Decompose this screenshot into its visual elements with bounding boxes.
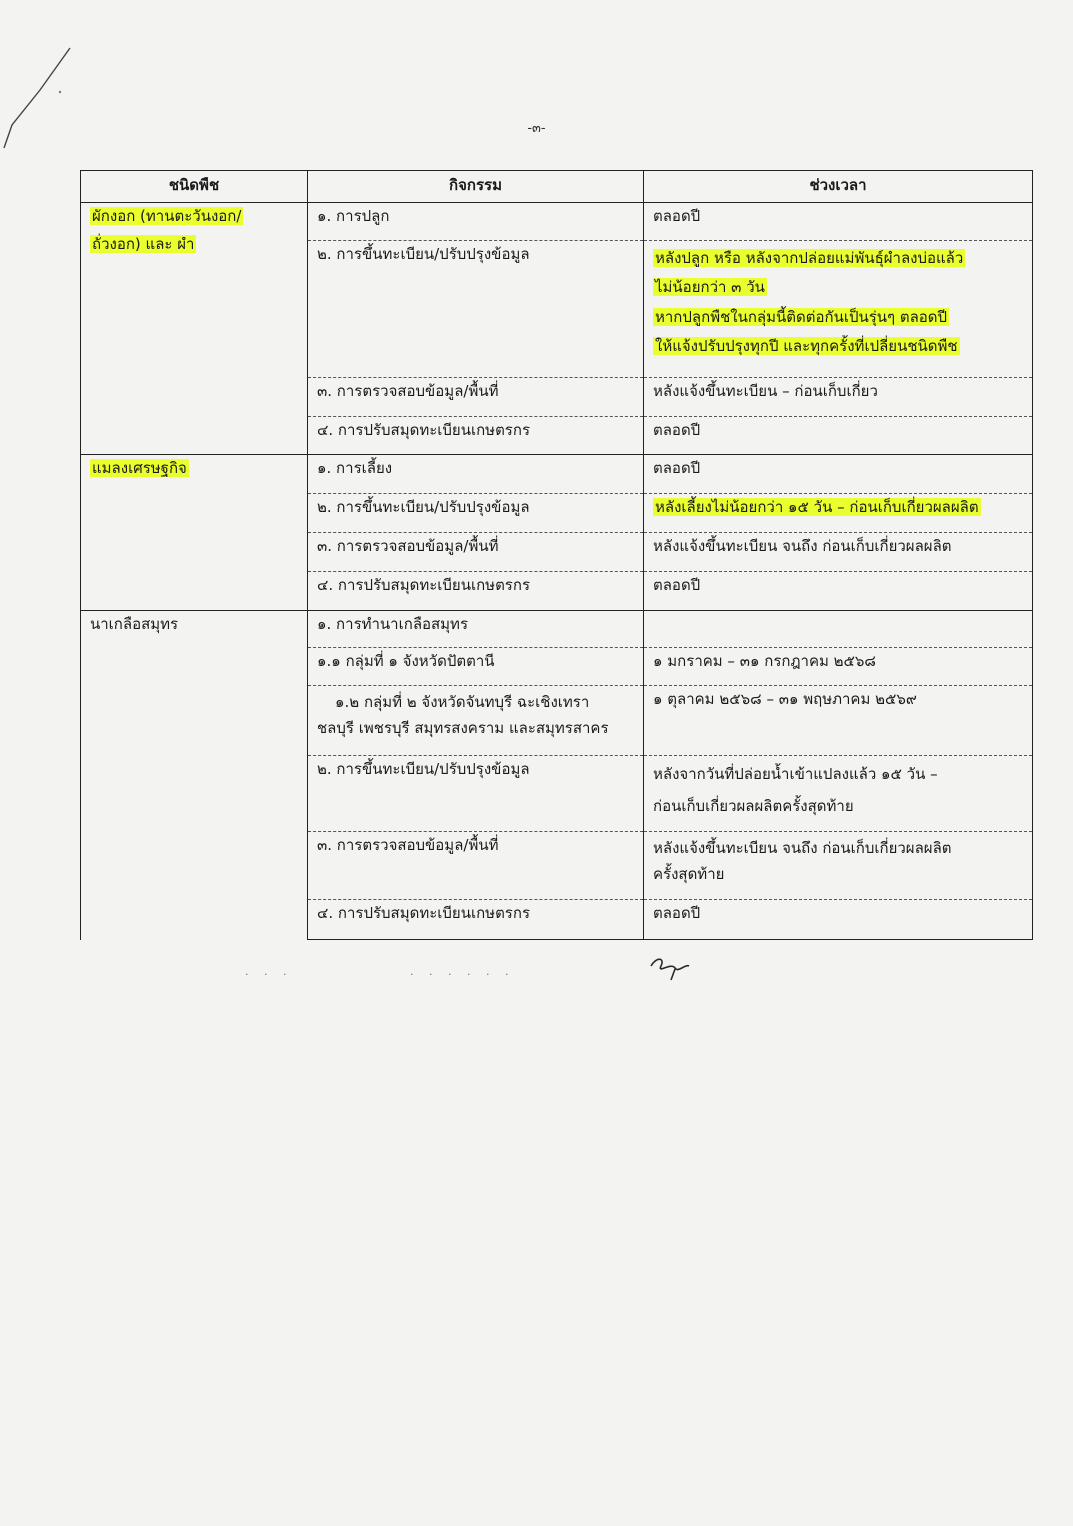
activity-cell — [308, 203, 644, 241]
period-cell — [644, 455, 1033, 494]
period-cell — [644, 611, 1033, 648]
period-text: ตลอดปี — [653, 459, 701, 477]
activity-text: ๑.๒ กลุ่มที่ ๒ จังหวัดจันทบุรี ฉะเชิงเทรา — [335, 693, 590, 711]
activity-text: ๓. การตรวจสอบข้อมูล/พื้นที่ — [317, 382, 499, 400]
period-text: หลังจากวันที่ปล่อยน้ำเข้าแปลงแล้ว ๑๕ วัน – — [653, 765, 938, 783]
period-text: หลังแจ้งขึ้นทะเบียน จนถึง ก่อนเก็บเกี่ยวผลผลิต — [653, 537, 952, 555]
header-period: ช่วงเวลา — [644, 171, 1033, 203]
period-cell — [644, 241, 1033, 378]
activity-cell — [308, 494, 644, 533]
period-cell — [644, 417, 1033, 455]
activity-cell — [308, 900, 644, 940]
activity-text: ๑.๑ กลุ่มที่ ๑ จังหวัดปัตตานี — [317, 652, 495, 670]
table-row — [81, 455, 1033, 494]
activity-cell — [308, 648, 644, 686]
table-row — [81, 611, 1033, 648]
period-cell — [644, 648, 1033, 686]
period-cell — [644, 378, 1033, 417]
header-crop-type: ชนิดพืช — [81, 171, 308, 203]
crop-cell-sprouts — [81, 203, 308, 455]
scan-dots: · · · — [245, 968, 293, 981]
activity-cell — [308, 378, 644, 417]
period-text: หากปลูกพืชในกลุ่มนี้ติดต่อกันเป็นรุ่นๆ ตลอดปี — [655, 307, 948, 326]
activity-text: ๓. การตรวจสอบข้อมูล/พื้นที่ — [317, 836, 499, 854]
schedule-table — [80, 170, 1033, 940]
activity-text: ๑. การทำนาเกลือสมุทร — [317, 615, 469, 633]
period-text: ตลอดปี — [653, 576, 701, 594]
crop-name-line: แมลงเศรษฐกิจ — [92, 459, 187, 477]
crop-name-line: ถั่วงอก) และ ผำ — [92, 234, 195, 253]
period-cell — [644, 686, 1033, 756]
activity-text: ๒. การขึ้นทะเบียน/ปรับปรุงข้อมูล — [317, 498, 530, 516]
activity-cell — [308, 611, 644, 648]
header-activity: กิจกรรม — [308, 171, 644, 203]
period-text: ตลอดปี — [653, 421, 701, 439]
signature-mark — [645, 952, 695, 982]
period-cell — [644, 832, 1033, 900]
period-text: ๑ มกราคม – ๓๑ กรกฎาคม ๒๕๖๘ — [653, 652, 876, 670]
activity-cell — [308, 241, 644, 378]
activity-text: ๒. การขึ้นทะเบียน/ปรับปรุงข้อมูล — [317, 760, 530, 778]
period-text: หลังปลูก หรือ หลังจากปล่อยแม่พันธุ์ผำลงบ่อแล้ว — [655, 249, 964, 267]
activity-text: ชลบุรี เพชรบุรี สมุทรสงคราม และสมุทรสาคร — [317, 719, 609, 738]
period-cell — [644, 572, 1033, 611]
activity-cell — [308, 756, 644, 832]
activity-cell — [308, 686, 644, 756]
activity-text: ๔. การปรับสมุดทะเบียนเกษตรกร — [317, 576, 531, 594]
period-text: ให้แจ้งปรับปรุงทุกปี และทุกครั้งที่เปลี่ยนชนิดพืช — [655, 336, 958, 355]
period-text: ไม่น้อยกว่า ๓ วัน — [655, 278, 765, 297]
page-number: -๓- — [527, 121, 546, 136]
period-cell — [644, 756, 1033, 832]
activity-text: ๑. การเลี้ยง — [317, 459, 393, 477]
activity-text: ๓. การตรวจสอบข้อมูล/พื้นที่ — [317, 537, 499, 555]
period-text: ก่อนเก็บเกี่ยวผลผลิตครั้งสุดท้าย — [653, 796, 854, 815]
period-cell — [644, 533, 1033, 572]
activity-cell — [308, 832, 644, 900]
activity-cell — [308, 417, 644, 455]
period-cell — [644, 203, 1033, 241]
period-text: ตลอดปี — [653, 904, 701, 922]
activity-cell — [308, 533, 644, 572]
period-cell — [644, 494, 1033, 533]
table-row — [81, 203, 1033, 241]
period-text: หลังแจ้งขึ้นทะเบียน จนถึง ก่อนเก็บเกี่ยวผลผลิต — [653, 839, 952, 857]
scan-dots: · · · · · · — [410, 968, 515, 981]
period-text: ๑ ตุลาคม ๒๕๖๘ – ๓๑ พฤษภาคม ๒๕๖๙ — [653, 690, 917, 708]
period-text: ครั้งสุดท้าย — [653, 865, 725, 884]
activity-text: ๒. การขึ้นทะเบียน/ปรับปรุงข้อมูล — [317, 245, 530, 263]
period-text: ตลอดปี — [653, 207, 701, 225]
table-header-row — [81, 171, 1033, 203]
activity-text: ๑. การปลูก — [317, 207, 390, 225]
crop-cell-insects — [81, 455, 308, 611]
activity-text: ๔. การปรับสมุดทะเบียนเกษตรกร — [317, 421, 531, 439]
period-cell — [644, 900, 1033, 940]
crop-cell-sea-salt — [81, 611, 308, 940]
activity-cell — [308, 455, 644, 494]
period-text: หลังเลี้ยงไม่น้อยกว่า ๑๕ วัน – ก่อนเก็บเกี่ยวผลผลิต — [655, 498, 979, 516]
activity-text: ๔. การปรับสมุดทะเบียนเกษตรกร — [317, 904, 531, 922]
activity-cell — [308, 572, 644, 611]
crop-name-line: ผักงอก (ทานตะวันงอก/ — [92, 207, 242, 225]
crop-name-line: นาเกลือสมุทร — [90, 615, 179, 633]
period-text: หลังแจ้งขึ้นทะเบียน – ก่อนเก็บเกี่ยว — [653, 382, 878, 400]
